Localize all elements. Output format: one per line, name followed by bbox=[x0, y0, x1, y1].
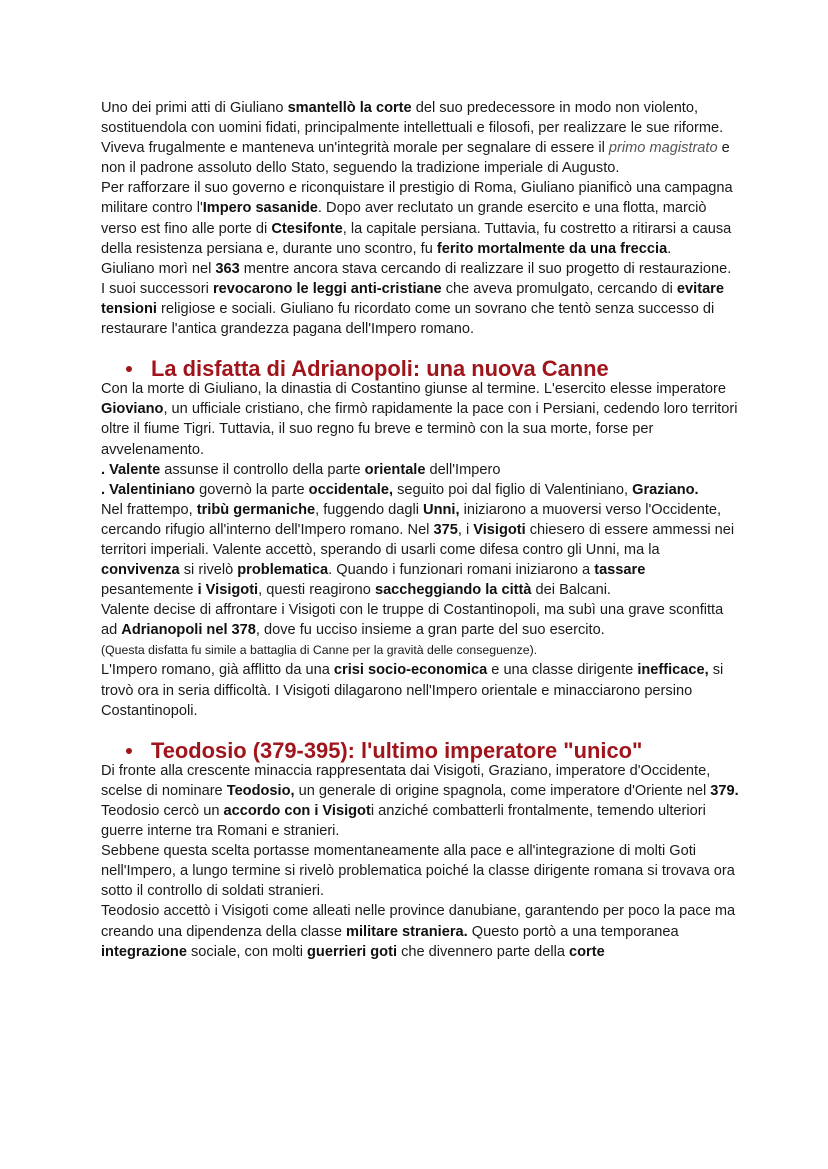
text: assunse il controllo della parte bbox=[160, 461, 365, 478]
text: L'Impero romano, già afflitto da una bbox=[101, 662, 334, 679]
bold-text: evitare tensioni bbox=[101, 280, 724, 317]
text: . bbox=[667, 240, 672, 257]
text: dei Balcani. bbox=[531, 582, 611, 599]
text: Per rafforzare il suo governo e riconquistare il prestigio di Roma, Giuliano pianificò una campagna militare contro l' bbox=[101, 180, 733, 217]
text: , fuggendo dagli bbox=[315, 501, 424, 518]
text: Viveva frugalmente e manteneva un'integrità morale per segnalare di essere il bbox=[101, 140, 609, 157]
bold-text: militare straniera. bbox=[346, 923, 468, 940]
heading-text: La disfatta di Adrianopoli: una nuova Canne bbox=[151, 356, 609, 382]
text: seguito poi dal figlio di Valentiniano, bbox=[393, 481, 633, 498]
text: si trovò ora in seria difficoltà. I Visigoti dilagarono nell'Impero orientale e minacciarono persino Costantinopoli. bbox=[101, 662, 724, 719]
italic-text: primo magistrato bbox=[608, 140, 718, 157]
text: Questo portò a una temporanea bbox=[467, 923, 679, 940]
text: I suoi successori bbox=[101, 280, 213, 297]
bold-text: crisi socio-economica bbox=[333, 662, 488, 679]
text: . Quando i funzionari romani iniziarono a bbox=[328, 562, 595, 579]
text: si rivelò bbox=[179, 562, 238, 579]
note-canne: (Questa disfatta fu simile a battaglia di Canne per la gravità delle conseguenze). bbox=[101, 643, 538, 658]
text: Uno dei primi atti di Giuliano bbox=[101, 100, 288, 116]
bold-text: Adrianopoli nel 378 bbox=[121, 622, 256, 639]
text: un generale di origine spagnola, come imperatore d'Oriente nel bbox=[294, 782, 711, 799]
section-heading-adrianopoli bbox=[101, 356, 741, 382]
paragraph-valentiniano bbox=[101, 480, 741, 500]
paragraph-successors bbox=[101, 279, 741, 339]
bold-text: Unni, bbox=[423, 501, 460, 518]
text: Giuliano morì nel bbox=[101, 260, 216, 277]
bold-text: Graziano. bbox=[632, 481, 699, 498]
text: Teodosio cercò un bbox=[101, 803, 224, 819]
heading-text: Teodosio (379-395): l'ultimo imperatore "unico" bbox=[151, 737, 643, 763]
text: governò la parte bbox=[195, 481, 309, 498]
text: , un ufficiale cristiano, che firmò rapidamente la pace con i Persiani, cedendo loro territori oltre il fiume Tigri. Tuttavia, il suo regno fu breve e terminò con la sua morte, forse per avvelenamento. bbox=[101, 401, 738, 458]
bold-text: i Visigoti bbox=[197, 582, 259, 599]
bullet-icon bbox=[126, 366, 132, 372]
bold-text: convivenza bbox=[101, 562, 180, 579]
text: pesantemente bbox=[101, 582, 198, 599]
paragraph-teodosio-appointment bbox=[101, 761, 741, 841]
bold-text: revocarono le leggi anti-cristiane bbox=[212, 280, 442, 297]
bold-text: Gioviano bbox=[101, 401, 164, 418]
dot-marker: . bbox=[101, 461, 110, 478]
dot-marker: . bbox=[101, 481, 110, 498]
paragraph-integration bbox=[101, 841, 741, 901]
text: che divennero parte della bbox=[397, 943, 570, 960]
text: , dove fu ucciso insieme a gran parte del suo esercito. bbox=[255, 622, 605, 639]
text: Di fronte alla crescente minaccia rappresentata dai Visigoti, Graziano, imperatore d'Occidente, scelse di nominare bbox=[101, 762, 711, 799]
text: . Dopo aver reclutato un grande esercito e una flotta, marciò verso est fino alle porte di bbox=[101, 200, 707, 237]
bold-text: saccheggiando la città bbox=[374, 582, 532, 599]
text: , i bbox=[457, 521, 474, 538]
bold-text: orientale bbox=[364, 461, 426, 478]
bold-text: accordo con i Visigot bbox=[223, 803, 371, 819]
paragraph-valente bbox=[101, 460, 741, 480]
text: i anziché combatterli frontalmente, temendo ulteriori guerre interne tra Romani e stranieri. bbox=[101, 803, 706, 840]
text: dell'Impero bbox=[425, 461, 501, 478]
text: che aveva promulgato, cercando di bbox=[441, 280, 677, 297]
text: religiose e sociali. Giuliano fu ricordato come un sovrano che tentò senza successo di restaurare l'antica grandezza pagana dell'Impero romano. bbox=[101, 300, 715, 338]
bold-text: 375 bbox=[433, 521, 458, 538]
paragraph-germanic-tribes bbox=[101, 500, 741, 600]
bold-text: Teodosio, bbox=[226, 782, 295, 799]
bold-text: smantellò la corte bbox=[287, 100, 412, 116]
text: Valente decise di affrontare i Visigoti con le truppe di Costantinopoli, ma subì una grave sconfitta ad bbox=[101, 602, 724, 639]
paragraph-danubian-allies bbox=[101, 901, 741, 961]
text: Nel frattempo, bbox=[101, 501, 197, 518]
bold-text: tribù germaniche bbox=[196, 501, 316, 518]
paragraph-frugal-life bbox=[101, 138, 741, 178]
bold-text: Ctesifonte bbox=[271, 220, 343, 237]
text: chiesero di essere ammessi nei territori imperiali. Valente accettò, sperando di usarli come difesa contro gli Unni, ma la bbox=[101, 521, 735, 558]
text: , la capitale persiana. Tuttavia, fu costretto a ritirarsi a causa della resistenza persiana e, durante uno scontro, fu bbox=[101, 220, 732, 257]
bold-text: inefficace, bbox=[637, 662, 709, 679]
text: iniziarono a muoversi verso l'Occidente, cercando rifugio all'interno dell'Impero romano. Nel bbox=[101, 501, 722, 538]
bold-text: occidentale, bbox=[308, 481, 394, 498]
bold-text: 379. bbox=[710, 782, 739, 799]
bold-text: guerrieri goti bbox=[307, 943, 398, 960]
text: del suo predecessore in modo non violento, sostituendola con uomini fidati, principalmente intellettuali e filosofi, per realizzare le sue riforme. bbox=[101, 100, 724, 137]
bullet-icon bbox=[126, 748, 132, 754]
text: Teodosio accettò i Visigoti come alleati nelle province danubiane, garantendo per poco la pace ma creando una dipendenza della classe bbox=[101, 903, 736, 940]
bold-text: Visigoti bbox=[473, 521, 526, 538]
bold-text: Valente bbox=[109, 461, 161, 478]
paragraph-giuliano-court bbox=[101, 98, 741, 138]
bold-text: Impero sasanide bbox=[202, 200, 318, 217]
text: , questi reagirono bbox=[258, 582, 375, 599]
bold-text: problematica bbox=[237, 562, 329, 579]
text: e una classe dirigente bbox=[487, 662, 638, 679]
text: e non il padrone assoluto dello Stato, seguendo la tradizione imperiale di Augusto. bbox=[101, 140, 730, 177]
paragraph-persian-campaign bbox=[101, 178, 741, 258]
section-heading-teodosio bbox=[101, 737, 741, 763]
text: Con la morte di Giuliano, la dinastia di Costantino giunse al termine. L'esercito elesse imperatore bbox=[101, 381, 726, 398]
paragraph-adrianopoli-defeat bbox=[101, 600, 741, 640]
bold-text: corte bbox=[569, 943, 605, 960]
bold-text: ferito mortalmente da una freccia bbox=[436, 240, 668, 257]
paragraph-gioviano bbox=[101, 379, 741, 459]
paragraph-giuliano-death bbox=[101, 259, 741, 279]
bold-text: 363 bbox=[215, 260, 240, 277]
bold-text: integrazione bbox=[101, 943, 187, 960]
text: sociale, con molti bbox=[186, 943, 307, 960]
text: Sebbene questa scelta portasse momentaneamente alla pace e all'integrazione di molti Goti nell'Impero, a lungo termine si rivelò problematica poiché la classe dirigente romana si trovava ora sotto il controllo di soldati stranieri. bbox=[101, 843, 735, 900]
bold-text: tassare bbox=[594, 562, 646, 579]
document-page bbox=[101, 98, 741, 962]
paragraph-crisis bbox=[101, 660, 741, 720]
text: mentre ancora stava cercando di realizzare il suo progetto di restaurazione. bbox=[239, 260, 732, 277]
bold-text: Valentiniano bbox=[109, 481, 196, 498]
